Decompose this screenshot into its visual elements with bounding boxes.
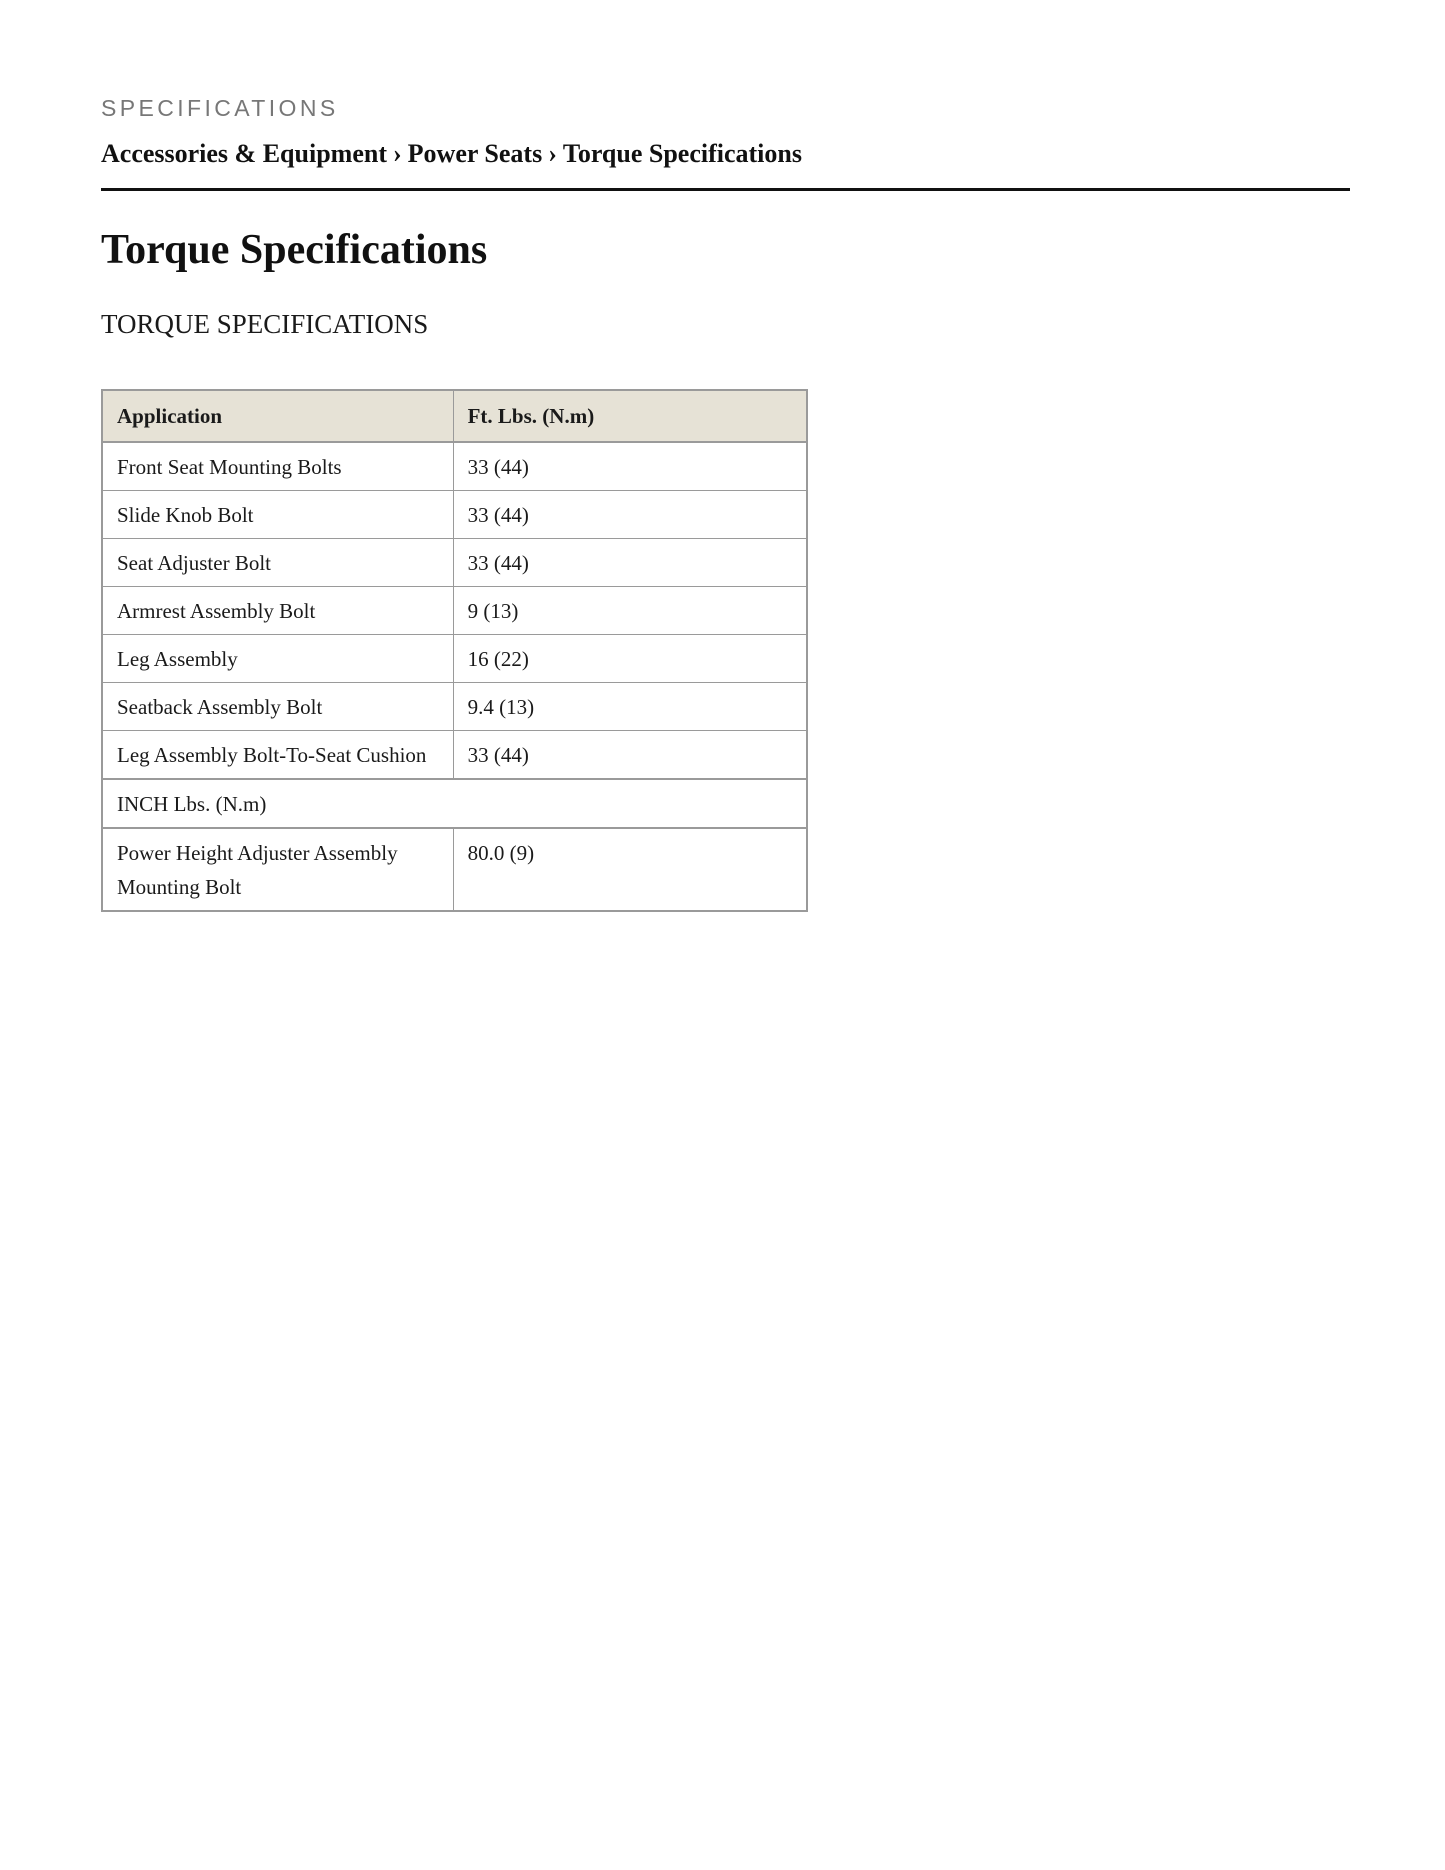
breadcrumb-item-current: Torque Specifications <box>562 139 802 168</box>
section-label: SPECIFICATIONS <box>101 95 339 121</box>
torque-cell: 33 (44) <box>453 491 807 539</box>
application-cell: Front Seat Mounting Bolts <box>102 442 453 491</box>
application-cell: Seat Adjuster Bolt <box>102 539 453 587</box>
breadcrumb-item-power-seats[interactable]: Power Seats <box>407 139 543 168</box>
application-cell: Leg Assembly Bolt-To-Seat Cushion <box>102 731 453 780</box>
torque-cell: 16 (22) <box>453 635 807 683</box>
application-cell: Armrest Assembly Bolt <box>102 587 453 635</box>
application-cell: Leg Assembly <box>102 635 453 683</box>
column-header-application: Application <box>102 390 453 442</box>
table-row <box>102 731 807 780</box>
torque-spec-table <box>101 389 808 912</box>
table-row <box>102 491 807 539</box>
table-group-row <box>102 779 807 828</box>
header-divider <box>101 188 1350 191</box>
table-caption: TORQUE SPECIFICATIONS <box>101 309 429 339</box>
table-row <box>102 442 807 491</box>
table-row <box>102 635 807 683</box>
unit-group-label: INCH Lbs. (N.m) <box>102 779 807 828</box>
breadcrumb <box>101 138 802 170</box>
breadcrumb-separator: › <box>392 139 402 168</box>
table-row <box>102 539 807 587</box>
breadcrumb-item-accessories[interactable]: Accessories & Equipment <box>101 139 387 168</box>
application-cell: Seatback Assembly Bolt <box>102 683 453 731</box>
application-cell: Power Height Adjuster Assembly Mounting Bolt <box>102 828 453 911</box>
table-row <box>102 683 807 731</box>
column-header-torque: Ft. Lbs. (N.m) <box>453 390 807 442</box>
torque-cell: 33 (44) <box>453 731 807 780</box>
torque-cell: 33 (44) <box>453 539 807 587</box>
torque-cell: 80.0 (9) <box>453 828 807 911</box>
breadcrumb-separator: › <box>548 139 557 168</box>
torque-cell: 9.4 (13) <box>453 683 807 731</box>
table-header-row <box>102 390 807 442</box>
page-title: Torque Specifications <box>101 227 488 273</box>
application-cell: Slide Knob Bolt <box>102 491 453 539</box>
table-row <box>102 828 807 911</box>
torque-cell: 33 (44) <box>453 442 807 491</box>
torque-cell: 9 (13) <box>453 587 807 635</box>
table-row <box>102 587 807 635</box>
